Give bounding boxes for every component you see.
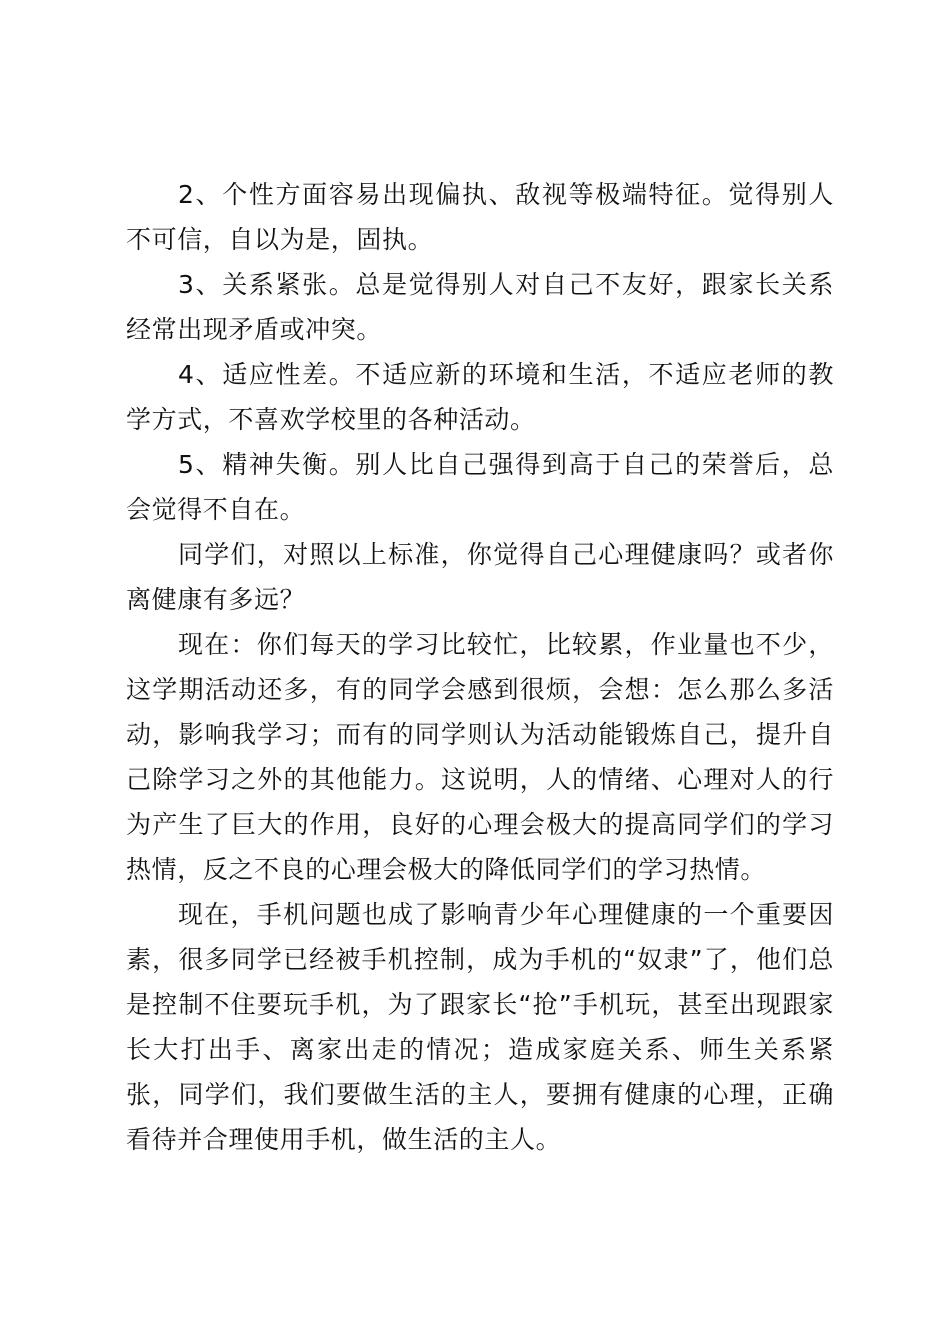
- paragraph-item-2: 2、个性方面容易出现偏执、敌视等极端特征。觉得别人不可信，自以为是，固执。: [126, 180, 834, 254]
- document-body: [126, 172, 834, 1162]
- paragraph-item-5: 5、精神失衡。别人比自己强得到高于自己的荣誉后，总会觉得不自在。: [126, 450, 834, 524]
- paragraph-mobile-phone: 现在，手机问题也成了影响青少年心理健康的一个重要因素，很多同学已经被手机控制，成为手机的“奴隶”了，他们总是控制不住要玩手机，为了跟家长“抢”手机玩，甚至出现跟家长大打出手、离家出走的情况；造成家庭关系、师生关系紧张，同学们，我们要做生活的主人，要拥有健康的心理，正确看待并合理使用手机，做生活的主人。: [126, 900, 834, 1154]
- paragraph-item-4: 4、适应性差。不适应新的环境和生活，不适应老师的教学方式，不喜欢学校里的各种活动。: [126, 360, 834, 434]
- paragraph-question: 同学们，对照以上标准，你觉得自己心理健康吗？或者你离健康有多远？: [126, 540, 834, 614]
- paragraph-item-3: 3、关系紧张。总是觉得别人对自己不友好，跟家长关系经常出现矛盾或冲突。: [126, 270, 834, 344]
- paragraph-study-activities: 现在：你们每天的学习比较忙，比较累，作业量也不少，这学期活动还多，有的同学会感到很烦，会想：怎么那么多活动，影响我学习；而有的同学则认为活动能锻炼自己，提升自己除学习之外的其他能力。这说明，人的情绪、心理对人的行为产生了巨大的作用，良好的心理会极大的提高同学们的学习热情，反之不良的心理会极大的降低同学们的学习热情。: [126, 630, 834, 884]
